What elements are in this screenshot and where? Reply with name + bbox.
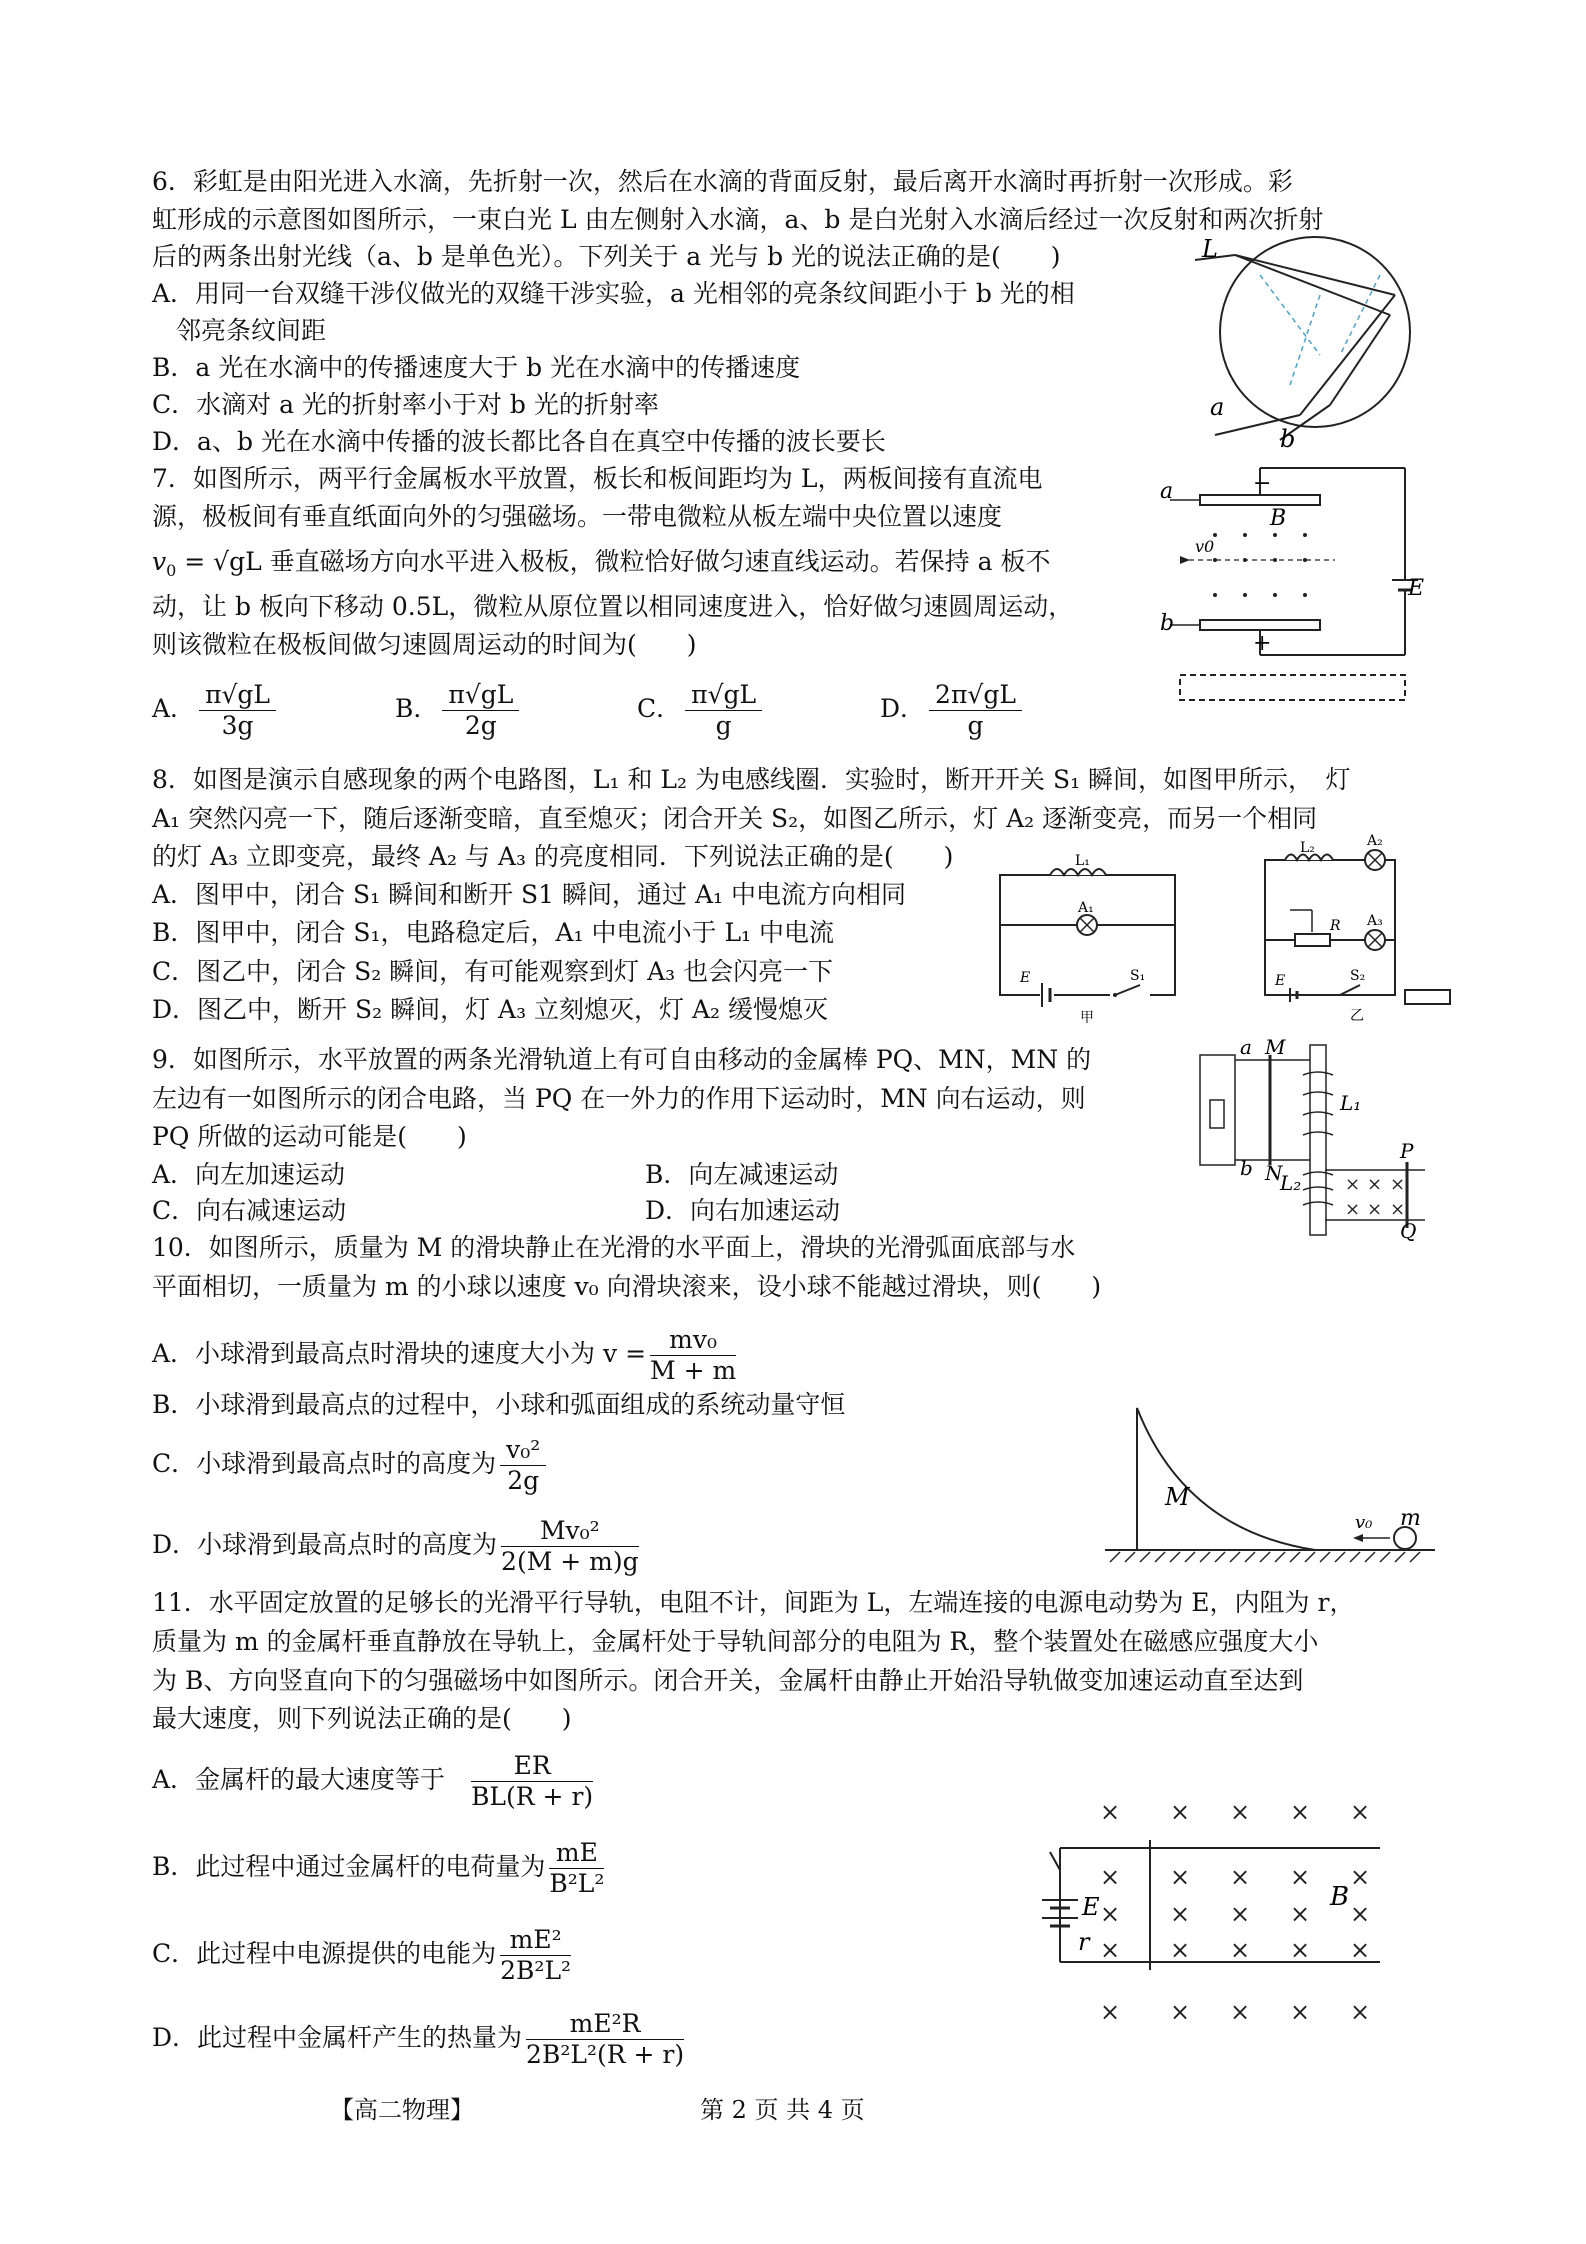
- q11-stem-line2: 质量为 m 的金属杆垂直静放在导轨上，金属杆处于导轨间部分的电阻为 R，整个装置处在磁感应强度大小: [152, 1627, 1319, 1656]
- q6-fig-label-l: L: [1202, 235, 1218, 263]
- svg-text:×: ×: [1100, 1798, 1121, 1826]
- q11-option-b: [152, 1835, 608, 1899]
- q11-option-a-num: ER: [471, 1751, 593, 1782]
- q6-option-a-line1: A．用同一台双缝干涉仪做光的双缝干涉实验，a 光相邻的亮条纹间距小于 b 光的相: [152, 279, 1075, 308]
- svg-text:×: ×: [1170, 1798, 1191, 1826]
- q7-fig-label-b-field: B: [1270, 506, 1287, 531]
- q6-option-c: C．水滴对 a 光的折射率小于对 b 光的折射率: [152, 390, 659, 419]
- q9-fig-label-q: Q: [1400, 1219, 1417, 1243]
- q8-stem-line1: 8．如图是演示自感现象的两个电路图，L₁ 和 L₂ 为电感线圈．实验时，断开开关 S₁ 瞬间，如图甲所示， 灯: [152, 765, 1351, 794]
- svg-text:×: ×: [1345, 1174, 1361, 1195]
- q11-fig-label-r: r: [1078, 1928, 1090, 1956]
- q8-stem-line3: 的灯 A₃ 立即变亮，最终 A₂ 与 A₃ 的亮度相同．下列说法正确的是( ): [152, 842, 954, 871]
- q7-option-d-den: g: [967, 711, 984, 740]
- q10-option-c-num: v₀²: [500, 1435, 546, 1466]
- q9-fig-label-l2: L₂: [1280, 1171, 1302, 1195]
- footer-page-number: 第 2 页 共 4 页: [700, 2096, 865, 2124]
- q6-stem-line3: 后的两条出射光线（a、b 是单色光）。下列关于 a 光与 b 光的说法正确的是( ): [152, 242, 1061, 271]
- q11-option-d-num: mE²R: [526, 2009, 684, 2040]
- svg-text:×: ×: [1230, 1798, 1251, 1826]
- svg-text:×: ×: [1100, 1936, 1121, 1964]
- q8-fig-yi-a3: A₃: [1367, 913, 1383, 929]
- q6-raindrop-figure: [1180, 235, 1420, 453]
- q7-parallel-plates-figure: [1160, 460, 1425, 720]
- q9-option-d: D．向右加速运动: [645, 1196, 841, 1225]
- q8-fig-jia-caption: 甲: [1080, 1010, 1094, 1026]
- q11-fig-label-e: E: [1082, 1893, 1100, 1921]
- q9-fig-label-l1: L₁: [1340, 1091, 1362, 1115]
- svg-text:×: ×: [1350, 1998, 1371, 2026]
- q9-stem-line1: 9．如图所示，水平放置的两条光滑轨道上有可自由移动的金属棒 PQ、MN，MN 的: [152, 1045, 1092, 1074]
- q10-option-a-den: M + m: [650, 1356, 737, 1385]
- q6-stem-line2: 虹形成的示意图如图所示，一束白光 L 由左侧射入水滴，a、b 是白光射入水滴后经过一次反射和两次折射: [152, 205, 1324, 234]
- q8-fig-yi-r: R: [1330, 918, 1341, 934]
- q7-stem-line3: [152, 545, 1050, 588]
- q7-option-c-den: g: [715, 711, 732, 740]
- q7-v-eq: = √gL: [176, 547, 262, 576]
- svg-text:×: ×: [1290, 1998, 1311, 2026]
- q8-fig-yi-e: E: [1275, 973, 1286, 989]
- svg-text:×: ×: [1290, 1863, 1311, 1891]
- q10-fig-label-big-m: M: [1165, 1483, 1190, 1511]
- q7-stem-line5: 则该微粒在极板间做匀速圆周运动的时间为( ): [152, 630, 697, 659]
- svg-text:×: ×: [1345, 1199, 1361, 1220]
- q8-option-a: A．图甲中，闭合 S₁ 瞬间和断开 S1 瞬间，通过 A₁ 中电流方向相同: [152, 880, 906, 909]
- q10-option-d-den: 2(M + m)g: [501, 1547, 639, 1576]
- q7-option-d: [880, 680, 1026, 741]
- q11-option-a-den: BL(R + r): [471, 1782, 594, 1811]
- q9-option-b: B．向左减速运动: [645, 1160, 839, 1189]
- q7-option-d-num: 2π√gL: [929, 680, 1022, 711]
- q9-fig-label-a: a: [1240, 1035, 1252, 1059]
- q7-option-a-label: A．: [152, 694, 196, 723]
- q10-option-c: [152, 1432, 550, 1496]
- q8-fig-yi-l2: L₂: [1300, 840, 1315, 856]
- svg-text:×: ×: [1350, 1936, 1371, 1964]
- svg-text:×: ×: [1350, 1900, 1371, 1928]
- q11-option-c: [152, 1922, 575, 1986]
- q9-rails-coil-figure: [1195, 1035, 1445, 1243]
- q8-fig-yi-a2: A₂: [1367, 833, 1383, 849]
- q7-option-a-num: π√gL: [199, 680, 276, 711]
- svg-text:×: ×: [1100, 1863, 1121, 1891]
- q9-fig-label-m: M: [1265, 1035, 1286, 1059]
- q10-option-d-num: Mv₀²: [501, 1516, 639, 1547]
- svg-text:×: ×: [1390, 1174, 1406, 1195]
- q9-fig-label-b: b: [1240, 1156, 1253, 1180]
- q6-option-b: B．a 光在水滴中的传播速度大于 b 光在水滴中的传播速度: [152, 353, 801, 382]
- q7-option-b-den: 2g: [464, 711, 497, 740]
- q7-stem-line4: 动，让 b 板向下移动 0.5L，微粒从原位置以相同速度进入，恰好做匀速圆周运动，: [152, 592, 1074, 621]
- svg-text:×: ×: [1100, 1998, 1121, 2026]
- q9-option-c: C．向右减速运动: [152, 1196, 347, 1225]
- q7-v-sub: 0: [166, 561, 177, 580]
- q7-fig-label-e: E: [1408, 576, 1425, 601]
- q11-option-d: [152, 2006, 688, 2070]
- q7-option-d-label: D．: [880, 694, 926, 723]
- q6-fig-label-a: a: [1210, 393, 1225, 421]
- q7-fig-label-plus: +: [1253, 631, 1272, 656]
- q6-fig-label-b: b: [1280, 425, 1296, 453]
- q7-option-a: [152, 680, 280, 741]
- q7-fig-label-a: a: [1160, 479, 1174, 504]
- q8-circuit-jia-figure: [990, 850, 1190, 1025]
- q10-fig-label-small-m: m: [1400, 1506, 1421, 1531]
- q10-stem-line2: 平面相切，一质量为 m 的小球以速度 v₀ 向滑块滚来，设小球不能越过滑块，则( ): [152, 1272, 1102, 1301]
- q10-stem-line1: 10．如图所示，质量为 M 的滑块静止在光滑的水平面上，滑块的光滑弧面底部与水: [152, 1233, 1076, 1262]
- svg-text:×: ×: [1170, 1936, 1191, 1964]
- q8-stem-line2: A₁ 突然闪亮一下，随后逐渐变暗，直至熄灭；闭合开关 S₂，如图乙所示，灯 A₂ 逐渐变亮，而另一个相同: [152, 804, 1318, 833]
- svg-text:×: ×: [1170, 1900, 1191, 1928]
- q10-option-a-text: A．小球滑到最高点时滑块的速度大小为 v =: [152, 1339, 647, 1368]
- q8-fig-jia-e: E: [1020, 970, 1031, 986]
- q7-fig-label-b: b: [1160, 611, 1175, 636]
- q10-option-a-num: mv₀: [650, 1325, 736, 1356]
- svg-text:×: ×: [1230, 1900, 1251, 1928]
- q8-fig-yi-s2: S₂: [1350, 968, 1366, 984]
- q10-option-c-den: 2g: [507, 1466, 540, 1495]
- svg-text:×: ×: [1350, 1798, 1371, 1826]
- q10-fig-label-v0: v₀: [1355, 1512, 1373, 1533]
- q7-option-c-label: C．: [637, 694, 682, 723]
- q8-fig-jia-l1: L₁: [1075, 853, 1090, 869]
- q7-v: v: [152, 547, 167, 576]
- q7-fig-label-minus: −: [1253, 471, 1272, 496]
- q11-stem-line4: 最大速度，则下列说法正确的是( ): [152, 1704, 572, 1733]
- q11-option-c-den: 2B²L²: [500, 1956, 572, 1985]
- q10-option-b: B．小球滑到最高点的过程中，小球和弧面组成的系统动量守恒: [152, 1390, 846, 1419]
- q7-option-b: [395, 680, 523, 741]
- q8-option-c: C．图乙中，闭合 S₂ 瞬间，有可能观察到灯 A₃ 也会闪亮一下: [152, 957, 834, 986]
- q9-stem-line2: 左边有一如图所示的闭合电路，当 PQ 在一外力的作用下运动时，MN 向右运动，则: [152, 1084, 1086, 1113]
- svg-text:×: ×: [1230, 1998, 1251, 2026]
- q7-stem-line2: 源，极板间有垂直纸面向外的匀强磁场。一带电微粒从板左端中央位置以速度: [152, 502, 1003, 531]
- svg-text:×: ×: [1367, 1174, 1383, 1195]
- q11-option-c-text: C．此过程中电源提供的电能为: [152, 1939, 497, 1968]
- q10-option-a: [152, 1322, 740, 1386]
- q11-option-d-text: D．此过程中金属杆产生的热量为: [152, 2023, 523, 2052]
- q7-stem-line1: 7．如图所示，两平行金属板水平放置，板长和板间距均为 L，两板间接有直流电: [152, 464, 1043, 493]
- q10-option-d-text: D．小球滑到最高点时的高度为: [152, 1530, 498, 1559]
- q8-circuit-yi-figure: [1255, 833, 1465, 1025]
- q8-option-b: B．图甲中，闭合 S₁，电路稳定后，A₁ 中电流小于 L₁ 中电流: [152, 918, 835, 947]
- q11-stem-line1: 11．水平固定放置的足够长的光滑平行导轨，电阻不计，间距为 L，左端连接的电源电动势为 E，内阻为 r，: [152, 1588, 1355, 1617]
- q7-option-b-label: B．: [395, 694, 439, 723]
- q10-option-c-text: C．小球滑到最高点时的高度为: [152, 1449, 497, 1478]
- q11-rails-field-figure: [1020, 1790, 1440, 2030]
- q11-option-b-text: B．此过程中通过金属杆的电荷量为: [152, 1852, 546, 1881]
- svg-text:×: ×: [1290, 1936, 1311, 1964]
- svg-text:×: ×: [1350, 1863, 1371, 1891]
- q6-option-a-line2: 邻亮条纹间距: [176, 316, 327, 345]
- q10-slide-block-figure: [1095, 1400, 1440, 1570]
- svg-text:×: ×: [1170, 1998, 1191, 2026]
- q9-fig-label-p: P: [1400, 1139, 1414, 1163]
- q9-fig-label-n: N: [1265, 1161, 1283, 1185]
- svg-text:×: ×: [1290, 1798, 1311, 1826]
- svg-text:×: ×: [1170, 1863, 1191, 1891]
- svg-text:×: ×: [1290, 1900, 1311, 1928]
- q7-option-a-den: 3g: [221, 711, 254, 740]
- q11-option-c-num: mE²: [500, 1925, 571, 1956]
- q8-fig-yi-caption: 乙: [1350, 1008, 1364, 1024]
- q7-option-c-num: π√gL: [685, 680, 762, 711]
- q6-option-d: D．a、b 光在水滴中传播的波长都比各自在真空中传播的波长要长: [152, 427, 886, 456]
- footer-subject: 【高二物理】: [330, 2096, 474, 2124]
- svg-text:×: ×: [1100, 1900, 1121, 1928]
- q9-stem-line3: PQ 所做的运动可能是( ): [152, 1122, 467, 1151]
- svg-text:×: ×: [1390, 1199, 1406, 1220]
- q10-option-d: [152, 1513, 643, 1577]
- svg-text:×: ×: [1367, 1199, 1383, 1220]
- q7-stem-line3-rest: 垂直磁场方向水平进入极板，微粒恰好做匀速直线运动。若保持 a 板不: [261, 547, 1051, 576]
- q11-stem-line3: 为 B、方向竖直向下的匀强磁场中如图所示。闭合开关，金属杆由静止开始沿导轨做变加速运动直至达到: [152, 1666, 1304, 1695]
- q7-fig-label-v0: v0: [1195, 537, 1215, 556]
- q8-fig-jia-s1: S₁: [1130, 968, 1146, 984]
- q11-option-a: [152, 1748, 597, 1812]
- q6-stem-line1: 6．彩虹是由阳光进入水滴，先折射一次，然后在水滴的背面反射，最后离开水滴时再折射一次形成。彩: [152, 167, 1293, 196]
- svg-text:×: ×: [1230, 1936, 1251, 1964]
- q11-option-b-den: B²L²: [549, 1869, 605, 1898]
- svg-text:×: ×: [1230, 1863, 1251, 1891]
- q11-option-b-num: mE: [549, 1838, 604, 1869]
- q11-option-d-den: 2B²L²(R + r): [526, 2040, 685, 2069]
- q11-fig-label-b: B: [1330, 1882, 1350, 1912]
- q11-option-a-text: A．金属杆的最大速度等于: [152, 1765, 446, 1794]
- q7-option-b-num: π√gL: [442, 680, 519, 711]
- q7-option-c: [637, 680, 766, 741]
- q9-option-a: A．向左加速运动: [152, 1160, 346, 1189]
- q8-fig-jia-a1: A₁: [1078, 900, 1094, 916]
- q8-option-d: D．图乙中，断开 S₂ 瞬间，灯 A₃ 立刻熄灭，灯 A₂ 缓慢熄灭: [152, 995, 829, 1024]
